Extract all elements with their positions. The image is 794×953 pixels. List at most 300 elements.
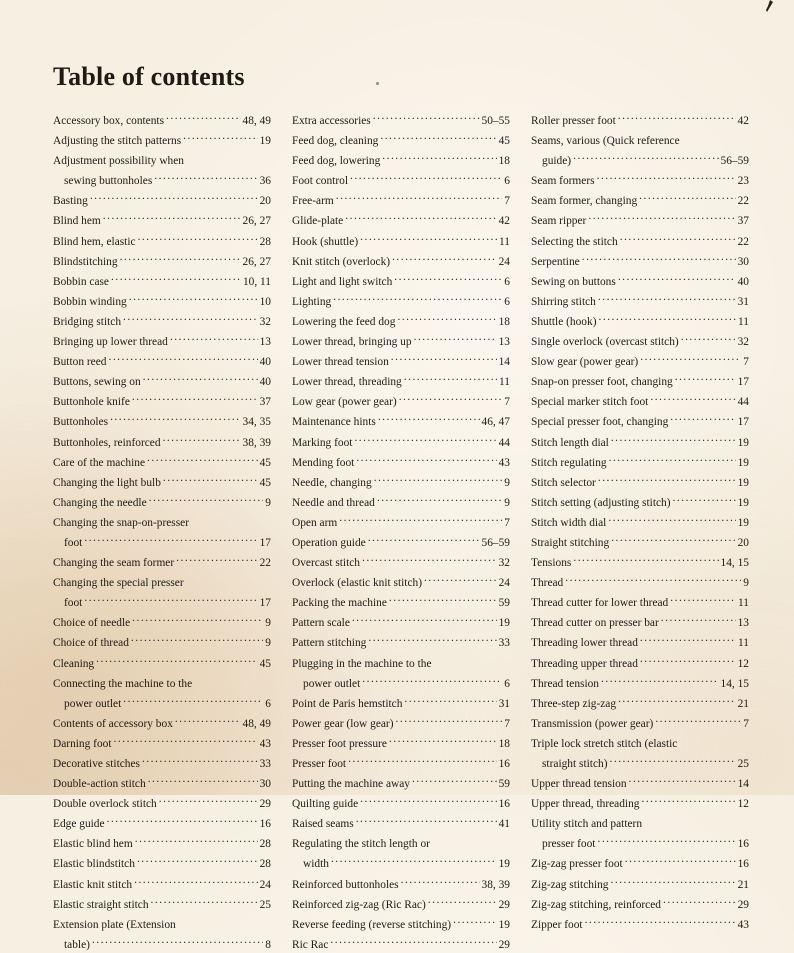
toc-entry-page: 30 — [259, 778, 271, 791]
toc-entry — [53, 169, 271, 189]
dot-leader — [170, 330, 258, 345]
toc-entry-page: 6 — [504, 295, 510, 308]
toc-entry-page: 56–59 — [720, 155, 749, 168]
toc-entry — [53, 129, 271, 149]
toc-entry-page: 6 — [504, 677, 510, 690]
toc-entry-label: Lower thread, threading — [292, 376, 402, 389]
toc-entry-page: 16 — [737, 838, 749, 851]
toc-entry-page: 16 — [737, 858, 749, 871]
toc-entry — [531, 149, 749, 169]
toc-entry-label: foot — [64, 536, 83, 549]
dot-leader — [176, 551, 257, 566]
dot-leader — [640, 631, 736, 646]
toc-entry-label: sewing buttonholes — [64, 175, 153, 188]
toc-entry-label: Special marker stitch foot — [531, 396, 649, 409]
toc-entry-label: Plugging in the machine to the — [292, 657, 432, 670]
toc-entry-page: 19 — [498, 918, 510, 931]
dot-leader — [565, 571, 741, 586]
toc-column-1 — [53, 109, 271, 953]
dot-leader — [330, 933, 496, 948]
toc-entry-label: Raised seams — [292, 818, 354, 831]
toc-entry-page: 11 — [738, 315, 749, 328]
toc-entry-page: 7 — [743, 356, 749, 369]
toc-entry-page: 29 — [737, 898, 749, 911]
toc-entry — [292, 752, 510, 772]
toc-entry-page: 33 — [498, 637, 510, 650]
dot-leader — [84, 591, 257, 606]
toc-entry-page: 43 — [259, 737, 271, 750]
toc-entry — [292, 290, 510, 310]
toc-entry-page: 6 — [265, 697, 271, 710]
toc-entry-label: Extension plate (Extension — [53, 918, 176, 931]
toc-entry — [53, 652, 271, 672]
toc-entry — [292, 330, 510, 350]
toc-entry — [531, 692, 749, 712]
dot-leader — [120, 250, 241, 265]
dot-leader — [360, 792, 496, 807]
toc-entry-page: 11 — [499, 235, 510, 248]
dot-leader — [582, 250, 736, 265]
toc-entry — [53, 471, 271, 491]
toc-entry-page: 14, 15 — [720, 677, 749, 690]
dot-leader — [186, 149, 269, 164]
dot-leader — [655, 712, 741, 727]
toc-entry-page: 20 — [737, 536, 749, 549]
toc-entry-label: Buttons, sewing on — [53, 376, 141, 389]
dot-leader — [154, 169, 257, 184]
toc-entry-label: Extra accessories — [292, 115, 371, 127]
toc-entry — [531, 169, 749, 189]
dot-leader — [134, 873, 258, 888]
toc-entry-label: Adjustment possibility when — [53, 155, 184, 168]
toc-entry-page: 37 — [737, 215, 749, 228]
toc-entry — [292, 250, 510, 270]
toc-entry — [292, 832, 510, 852]
toc-entry-label: Elastic blind hem — [53, 838, 133, 851]
toc-entry-label: Contents of accessory box — [53, 717, 173, 730]
toc-entry-page: 8 — [265, 938, 271, 951]
toc-entry-page: 22 — [737, 235, 749, 248]
toc-entry-page: 7 — [743, 717, 749, 730]
toc-entry — [531, 330, 749, 350]
toc-entry-page: 7 — [504, 396, 510, 409]
toc-entry-label: Open arm — [292, 516, 338, 529]
toc-entry-page: 36 — [259, 175, 271, 188]
toc-entry-label: Glide-plate — [292, 215, 344, 228]
toc-entry — [531, 270, 749, 290]
toc-entry — [292, 209, 510, 229]
toc-entry-page: 11 — [738, 597, 749, 610]
dot-leader — [394, 270, 502, 285]
toc-entry-label: Blind hem, elastic — [53, 235, 136, 248]
toc-entry-label: Mending foot — [292, 456, 355, 469]
toc-entry-page: 9 — [504, 476, 510, 489]
toc-entry-label: Packing the machine — [292, 597, 387, 610]
toc-entry — [53, 812, 271, 832]
dot-leader — [641, 792, 735, 807]
toc-entry-label: Edge guide — [53, 818, 105, 831]
print-speck — [376, 82, 379, 85]
toc-entry — [53, 310, 271, 330]
toc-entry-page: 31 — [737, 295, 749, 308]
toc-entry-page: 9 — [265, 496, 271, 509]
toc-entry — [53, 672, 271, 692]
toc-entry-page: 19 — [737, 496, 749, 509]
toc-entry-label: Seam formers — [531, 175, 595, 188]
toc-entry-label: Reinforced buttonholes — [292, 878, 399, 891]
dot-leader — [610, 752, 736, 767]
toc-entry — [531, 873, 749, 893]
toc-entry-label: Lowering the feed dog — [292, 315, 396, 328]
dot-leader — [135, 832, 258, 847]
toc-entry-label: Needle, changing — [292, 476, 372, 489]
dot-leader — [424, 571, 497, 586]
toc-entry — [531, 250, 749, 270]
toc-entry-page: 48, 49 — [242, 717, 271, 730]
toc-entry-label: Three-step zig-zag — [531, 697, 617, 710]
dot-leader — [673, 491, 736, 506]
toc-entry — [531, 290, 749, 310]
toc-entry-page: 16 — [498, 758, 510, 770]
dot-leader — [681, 330, 736, 345]
toc-entry — [531, 370, 749, 390]
dot-leader — [404, 370, 497, 385]
dot-leader — [148, 772, 258, 787]
toc-entry — [531, 310, 749, 330]
toc-entry — [53, 410, 271, 430]
toc-entry-label: Roller presser foot — [531, 115, 616, 127]
toc-entry-page: 16 — [498, 798, 510, 811]
toc-entry-page: 17 — [259, 536, 271, 549]
toc-entry — [53, 390, 271, 410]
dot-leader — [629, 772, 736, 787]
toc-entry — [531, 531, 749, 551]
dot-leader — [639, 189, 735, 204]
toc-entry — [292, 893, 510, 913]
toc-entry-label: Thread tension — [531, 677, 600, 690]
dot-leader — [132, 611, 263, 626]
toc-entry — [531, 591, 749, 611]
dot-leader — [356, 451, 496, 466]
toc-entry-page: 19 — [737, 456, 749, 469]
toc-entry-page: 40 — [259, 376, 271, 389]
dot-leader — [640, 350, 741, 365]
dot-leader — [453, 913, 497, 928]
toc-entry-label: Changing the special presser — [53, 577, 184, 590]
toc-entry-page: 13 — [498, 336, 510, 349]
dot-leader — [682, 129, 747, 144]
toc-entry-label: Elastic knit stitch — [53, 878, 133, 891]
toc-entry — [53, 692, 271, 712]
toc-entry-page: 11 — [738, 637, 749, 650]
toc-entry-label: Feed dog, cleaning — [292, 135, 379, 148]
toc-entry — [531, 752, 749, 772]
toc-entry — [292, 812, 510, 832]
toc-entry — [53, 290, 271, 310]
toc-entry-label: Snap-on presser foot, changing — [531, 376, 673, 389]
toc-entry — [53, 370, 271, 390]
toc-entry-label: Care of the machine — [53, 456, 146, 469]
toc-entry — [53, 330, 271, 350]
toc-entry — [292, 410, 510, 430]
dot-leader — [640, 652, 736, 667]
dot-leader — [391, 350, 497, 365]
toc-entry-label: Stitch setting (adjusting stitch) — [531, 496, 671, 509]
toc-entry-page: 42 — [498, 215, 510, 228]
toc-entry-page: 43 — [498, 456, 510, 469]
dot-leader — [611, 431, 736, 446]
toc-entry — [53, 431, 271, 451]
toc-entry-label: Needle and thread — [292, 496, 375, 509]
toc-entry — [53, 491, 271, 511]
toc-entry-page: 48, 49 — [242, 115, 271, 127]
toc-entry-page: 6 — [504, 175, 510, 188]
toc-entry-label: Point de Paris hemstitch — [292, 697, 403, 710]
toc-entry-page: 19 — [737, 436, 749, 449]
toc-entry-label: Connecting the machine to the — [53, 677, 193, 690]
toc-entry-label: Single overlock (overcast stitch) — [531, 336, 679, 349]
dot-leader — [84, 531, 257, 546]
toc-entry-label: Zig-zag stitching, reinforced — [531, 898, 661, 911]
toc-entry — [53, 792, 271, 812]
toc-entry-page: 9 — [504, 496, 510, 509]
toc-entry-label: Blindstitching — [53, 255, 118, 268]
toc-entry — [292, 652, 510, 672]
toc-entry — [53, 270, 271, 290]
toc-entry-label: Changing the light bulb — [53, 476, 161, 489]
dot-leader — [137, 852, 258, 867]
dot-leader — [129, 290, 258, 305]
toc-entry — [292, 451, 510, 471]
toc-entry-page: 14 — [737, 778, 749, 791]
toc-entry-label: Bringing up lower thread — [53, 336, 168, 349]
dot-leader — [331, 852, 497, 867]
dot-leader — [151, 893, 258, 908]
dot-leader — [90, 189, 258, 204]
dot-leader — [333, 290, 502, 305]
toc-entry-page: 11 — [499, 376, 510, 389]
dot-leader — [336, 189, 503, 204]
dot-leader — [618, 270, 736, 285]
toc-entry — [531, 511, 749, 531]
dot-leader — [356, 812, 497, 827]
toc-entry-label: Seam former, changing — [531, 195, 638, 208]
dot-leader — [396, 712, 503, 727]
toc-entry-page: 21 — [737, 878, 749, 891]
toc-entry — [53, 451, 271, 471]
toc-entry — [53, 732, 271, 752]
toc-entry-page: 46, 47 — [481, 416, 510, 429]
toc-entry-label: Upper thread, threading — [531, 798, 640, 811]
toc-entry-label: Zig-zag stitching — [531, 878, 609, 891]
dot-leader — [597, 169, 736, 184]
toc-entry-page: 19 — [737, 476, 749, 489]
toc-entry-page: 25 — [259, 898, 271, 911]
toc-entry-label: Double-action stitch — [53, 778, 146, 791]
dot-leader — [573, 551, 718, 566]
toc-entry-label: straight stitch) — [542, 758, 608, 770]
toc-entry — [292, 873, 510, 893]
toc-entry — [292, 792, 510, 812]
toc-entry-label: Darning foot — [53, 737, 112, 750]
toc-entry — [292, 551, 510, 571]
toc-entry-label: Lighting — [292, 295, 332, 308]
toc-entry-page: 30 — [737, 255, 749, 268]
toc-entry-page: 43 — [737, 918, 749, 931]
dot-leader — [618, 692, 736, 707]
dot-leader — [96, 652, 257, 667]
toc-entry-label: Transmission (power gear) — [531, 717, 654, 730]
toc-entry-label: Changing the needle — [53, 496, 147, 509]
toc-entry-label: Upper thread tension — [531, 778, 627, 791]
toc-entry-label: Adjusting the stitch patterns — [53, 135, 182, 148]
dot-leader — [397, 310, 496, 325]
toc-entry-label: Operation guide — [292, 536, 366, 549]
toc-entry-page: 7 — [504, 717, 510, 730]
dot-leader — [611, 873, 736, 888]
toc-entry-label: Putting the machine away — [292, 778, 410, 791]
toc-entry — [292, 189, 510, 209]
toc-entry-page: 56–59 — [481, 536, 510, 549]
toc-entry-page: 24 — [498, 577, 510, 590]
toc-entry-page: 34, 35 — [242, 416, 271, 429]
toc-entry — [531, 913, 749, 933]
dot-leader — [588, 209, 735, 224]
toc-entry-label: Light and light switch — [292, 275, 393, 288]
toc-entry — [292, 310, 510, 330]
dot-leader — [573, 149, 718, 164]
toc-entry — [53, 149, 271, 169]
toc-entry-page: 32 — [737, 336, 749, 349]
dot-leader — [625, 852, 736, 867]
toc-entry — [53, 873, 271, 893]
toc-entry — [53, 571, 271, 591]
dot-leader — [670, 591, 736, 606]
toc-entry-label: Elastic blindstitch — [53, 858, 135, 871]
toc-entry — [53, 531, 271, 551]
toc-entry — [531, 712, 749, 732]
dot-leader — [186, 571, 269, 586]
toc-entry-label: Power gear (low gear) — [292, 717, 394, 730]
toc-entry-label: Feed dog, lowering — [292, 155, 381, 168]
toc-entry — [292, 732, 510, 752]
toc-entry-label: Threading upper thread — [531, 657, 638, 670]
dot-leader — [163, 431, 241, 446]
toc-entry-page: 28 — [259, 235, 271, 248]
toc-entry — [53, 350, 271, 370]
toc-entry-label: Choice of needle — [53, 617, 131, 630]
toc-entry-label: Button reed — [53, 356, 107, 369]
toc-entry — [292, 350, 510, 370]
toc-entry-label: table) — [64, 938, 90, 951]
toc-entry-label: Special presser foot, changing — [531, 416, 669, 429]
toc-entry-label: Sewing on buttons — [531, 275, 616, 288]
toc-entry-label: Thread cutter for lower thread — [531, 597, 669, 610]
dot-leader — [131, 631, 263, 646]
toc-entry — [53, 591, 271, 611]
dot-leader — [380, 129, 496, 144]
dot-leader — [166, 109, 240, 124]
toc-entry-page: 38, 39 — [481, 878, 510, 891]
toc-entry — [531, 471, 749, 491]
toc-entry-page: 29 — [498, 938, 510, 951]
toc-entry-page: 16 — [259, 818, 271, 831]
toc-entry — [53, 209, 271, 229]
toc-entry-page: 38, 39 — [242, 436, 271, 449]
toc-entry — [53, 511, 271, 531]
toc-entry — [53, 772, 271, 792]
toc-entry-label: Quilting guide — [292, 798, 359, 811]
toc-entry-label: Regulating the stitch length or — [292, 838, 430, 851]
toc-entry — [53, 913, 271, 933]
dot-leader — [178, 913, 269, 928]
dot-leader — [585, 913, 736, 928]
toc-column-2 — [292, 109, 510, 953]
dot-leader — [378, 410, 480, 425]
toc-entry-label: Zipper foot — [531, 918, 583, 931]
toc-entry — [531, 431, 749, 451]
toc-entry — [292, 852, 510, 872]
dot-leader — [609, 451, 736, 466]
toc-entry — [53, 230, 271, 250]
toc-entry — [292, 109, 510, 129]
toc-entry — [292, 913, 510, 933]
toc-entry — [53, 611, 271, 631]
toc-entry — [531, 209, 749, 229]
toc-entry-label: Overlock (elastic knit stitch) — [292, 577, 423, 590]
dot-leader — [650, 390, 735, 405]
toc-entry — [531, 551, 749, 571]
toc-entry-page: 18 — [498, 737, 510, 750]
toc-entry — [292, 169, 510, 189]
dot-leader — [345, 209, 496, 224]
dot-leader — [149, 491, 264, 506]
toc-entry-page: 17 — [737, 376, 749, 389]
toc-entry-label: Shirring stitch — [531, 295, 596, 308]
toc-entry-label: Stitch regulating — [531, 456, 607, 469]
toc-entry-page: 9 — [265, 637, 271, 650]
toc-entry — [53, 109, 271, 129]
toc-entry-label: power outlet — [303, 677, 361, 690]
toc-entry — [53, 832, 271, 852]
dot-leader — [401, 873, 480, 888]
toc-entry — [292, 390, 510, 410]
toc-entry-page: 24 — [498, 255, 510, 268]
dot-leader — [368, 631, 496, 646]
toc-entry-label: Decorative stitches — [53, 758, 140, 770]
toc-entry-label: Slow gear (power gear) — [531, 356, 639, 369]
toc-entry-label: Bobbin case — [53, 275, 109, 288]
toc-entry — [292, 270, 510, 290]
toc-entry — [292, 611, 510, 631]
toc-entry-page: 29 — [259, 798, 271, 811]
toc-entry-page: 7 — [504, 516, 510, 529]
toc-entry-page: 13 — [737, 617, 749, 630]
toc-entry-page: 23 — [737, 175, 749, 188]
toc-entry — [531, 451, 749, 471]
toc-entry-page: 28 — [259, 838, 271, 851]
toc-entry — [292, 571, 510, 591]
dot-leader — [352, 611, 497, 626]
dot-leader — [348, 752, 497, 767]
dot-leader — [108, 350, 257, 365]
toc-entry — [53, 752, 271, 772]
toc-entry — [531, 390, 749, 410]
dot-leader — [598, 471, 736, 486]
toc-entry-label: Blind hem — [53, 215, 101, 228]
toc-entry-label: Free-arm — [292, 195, 334, 208]
toc-entry-label: Bobbin winding — [53, 295, 127, 308]
